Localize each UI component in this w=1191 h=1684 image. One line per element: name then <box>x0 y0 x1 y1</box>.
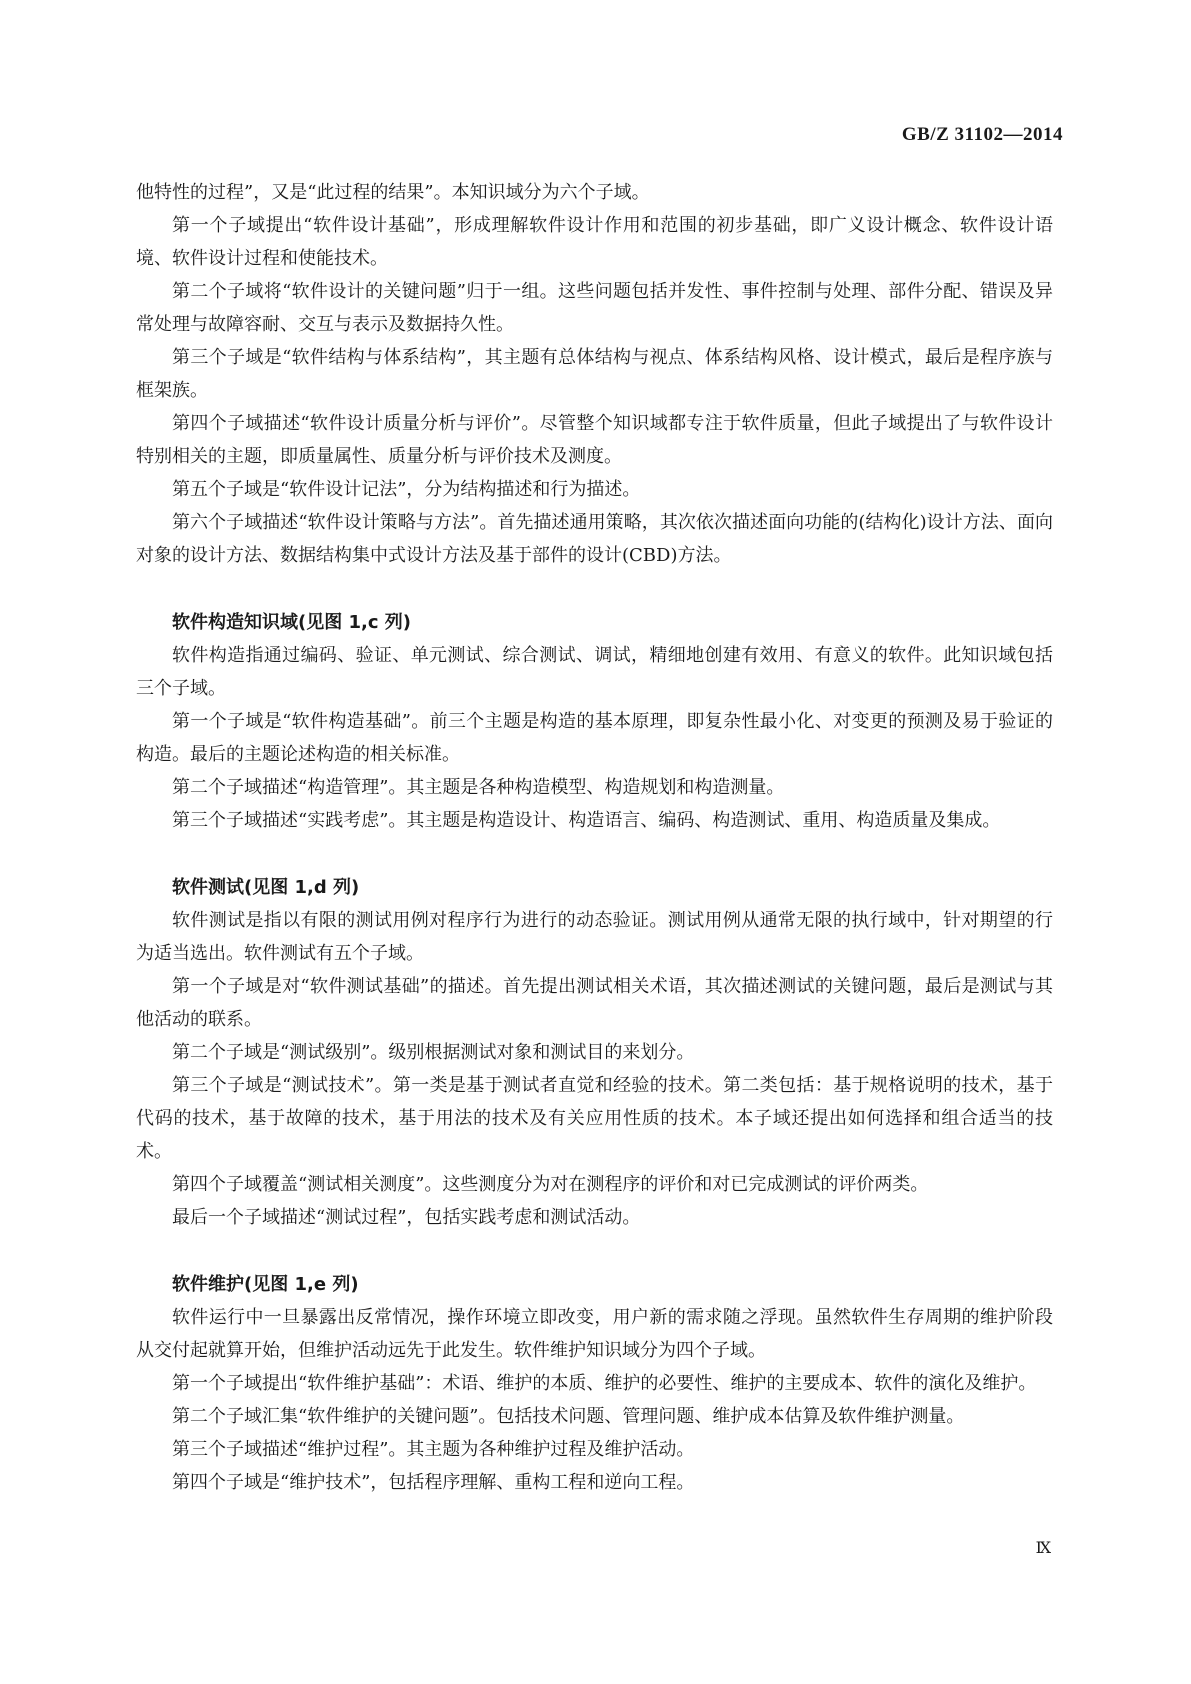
paragraph: 他特性的过程”，又是“此过程的结果”。本知识域分为六个子域。 <box>136 182 650 203</box>
paragraph: 最后一个子域描述“测试过程”，包括实践考虑和测试活动。 <box>172 1207 641 1228</box>
paragraph: 第四个子域是“维护技术”，包括程序理解、重构工程和逆向工程。 <box>172 1472 695 1493</box>
paragraph: 第二个子域是“测试级别”。级别根据测试对象和测试目的来划分。 <box>172 1042 695 1063</box>
paragraph: 软件构造指通过编码、验证、单元测试、综合测试、调试，精细地创建有效用、有意义的软件。此知识域包括三个子域。 <box>136 645 1053 699</box>
section-heading-testing: 软件测试(见图 1,d 列) <box>172 877 360 898</box>
paragraph: 第四个子域覆盖“测试相关测度”。这些测度分为对在测程序的评价和对已完成测试的评价两类。 <box>172 1174 929 1195</box>
paragraph: 第二个子域汇集“软件维护的关键问题”。包括技术问题、管理问题、维护成本估算及软件维护测量。 <box>172 1406 965 1427</box>
section-heading-maintenance: 软件维护(见图 1,e 列) <box>172 1274 359 1295</box>
paragraph: 第三个子域是“软件结构与体系结构”，其主题有总体结构与视点、体系结构风格、设计模式，最后是程序族与框架族。 <box>136 347 1053 401</box>
paragraph: 第四个子域描述“软件设计质量分析与评价”。尽管整个知识域都专注于软件质量，但此子域提出了与软件设计特别相关的主题，即质量属性、质量分析与评价技术及测度。 <box>136 413 1053 467</box>
paragraph: 第六个子域描述“软件设计策略与方法”。首先描述通用策略，其次依次描述面向功能的(结构化)设计方法、面向对象的设计方法、数据结构集中式设计方法及基于部件的设计(CBD)方法。 <box>136 512 1053 566</box>
paragraph: 第三个子域描述“实践考虑”。其主题是构造设计、构造语言、编码、构造测试、重用、构造质量及集成。 <box>172 810 1001 831</box>
paragraph: 第五个子域是“软件设计记法”，分为结构描述和行为描述。 <box>172 479 641 500</box>
paragraph: 第三个子域是“测试技术”。第一类是基于测试者直觉和经验的技术。第二类包括：基于规格说明的技术，基于代码的技术，基于故障的技术，基于用法的技术及有关应用性质的技术。本子域还提出如何选择和组合适当的技术。 <box>136 1075 1053 1162</box>
paragraph: 软件测试是指以有限的测试用例对程序行为进行的动态验证。测试用例从通常无限的执行域中，针对期望的行为适当选出。软件测试有五个子域。 <box>136 910 1053 964</box>
paragraph: 第三个子域描述“维护过程”。其主题为各种维护过程及维护活动。 <box>172 1439 695 1460</box>
paragraph: 第一个子域提出“软件维护基础”：术语、维护的本质、维护的必要性、维护的主要成本、软件的演化及维护。 <box>172 1373 1037 1394</box>
paragraph: 第二个子域描述“构造管理”。其主题是各种构造模型、构造规划和构造测量。 <box>172 777 785 798</box>
paragraph: 第一个子域是“软件构造基础”。前三个主题是构造的基本原理，即复杂性最小化、对变更的预测及易于验证的构造。最后的主题论述构造的相关标准。 <box>136 711 1053 765</box>
document-body <box>136 176 1053 1499</box>
paragraph: 第一个子域是对“软件测试基础”的描述。首先提出测试相关术语，其次描述测试的关键问题，最后是测试与其他活动的联系。 <box>136 976 1053 1030</box>
section-heading-construction: 软件构造知识域(见图 1,c 列) <box>172 612 412 633</box>
paragraph: 第二个子域将“软件设计的关键问题”归于一组。这些问题包括并发性、事件控制与处理、部件分配、错误及异常处理与故障容耐、交互与表示及数据持久性。 <box>136 281 1053 335</box>
page-number: Ⅸ <box>1035 1540 1051 1557</box>
paragraph: 软件运行中一旦暴露出反常情况，操作环境立即改变，用户新的需求随之浮现。虽然软件生存周期的维护阶段从交付起就算开始，但维护活动远先于此发生。软件维护知识域分为四个子域。 <box>136 1307 1053 1361</box>
paragraph: 第一个子域提出“软件设计基础”，形成理解软件设计作用和范围的初步基础，即广义设计概念、软件设计语境、软件设计过程和使能技术。 <box>136 215 1053 269</box>
standard-code: GB/Z 31102—2014 <box>901 124 1063 145</box>
